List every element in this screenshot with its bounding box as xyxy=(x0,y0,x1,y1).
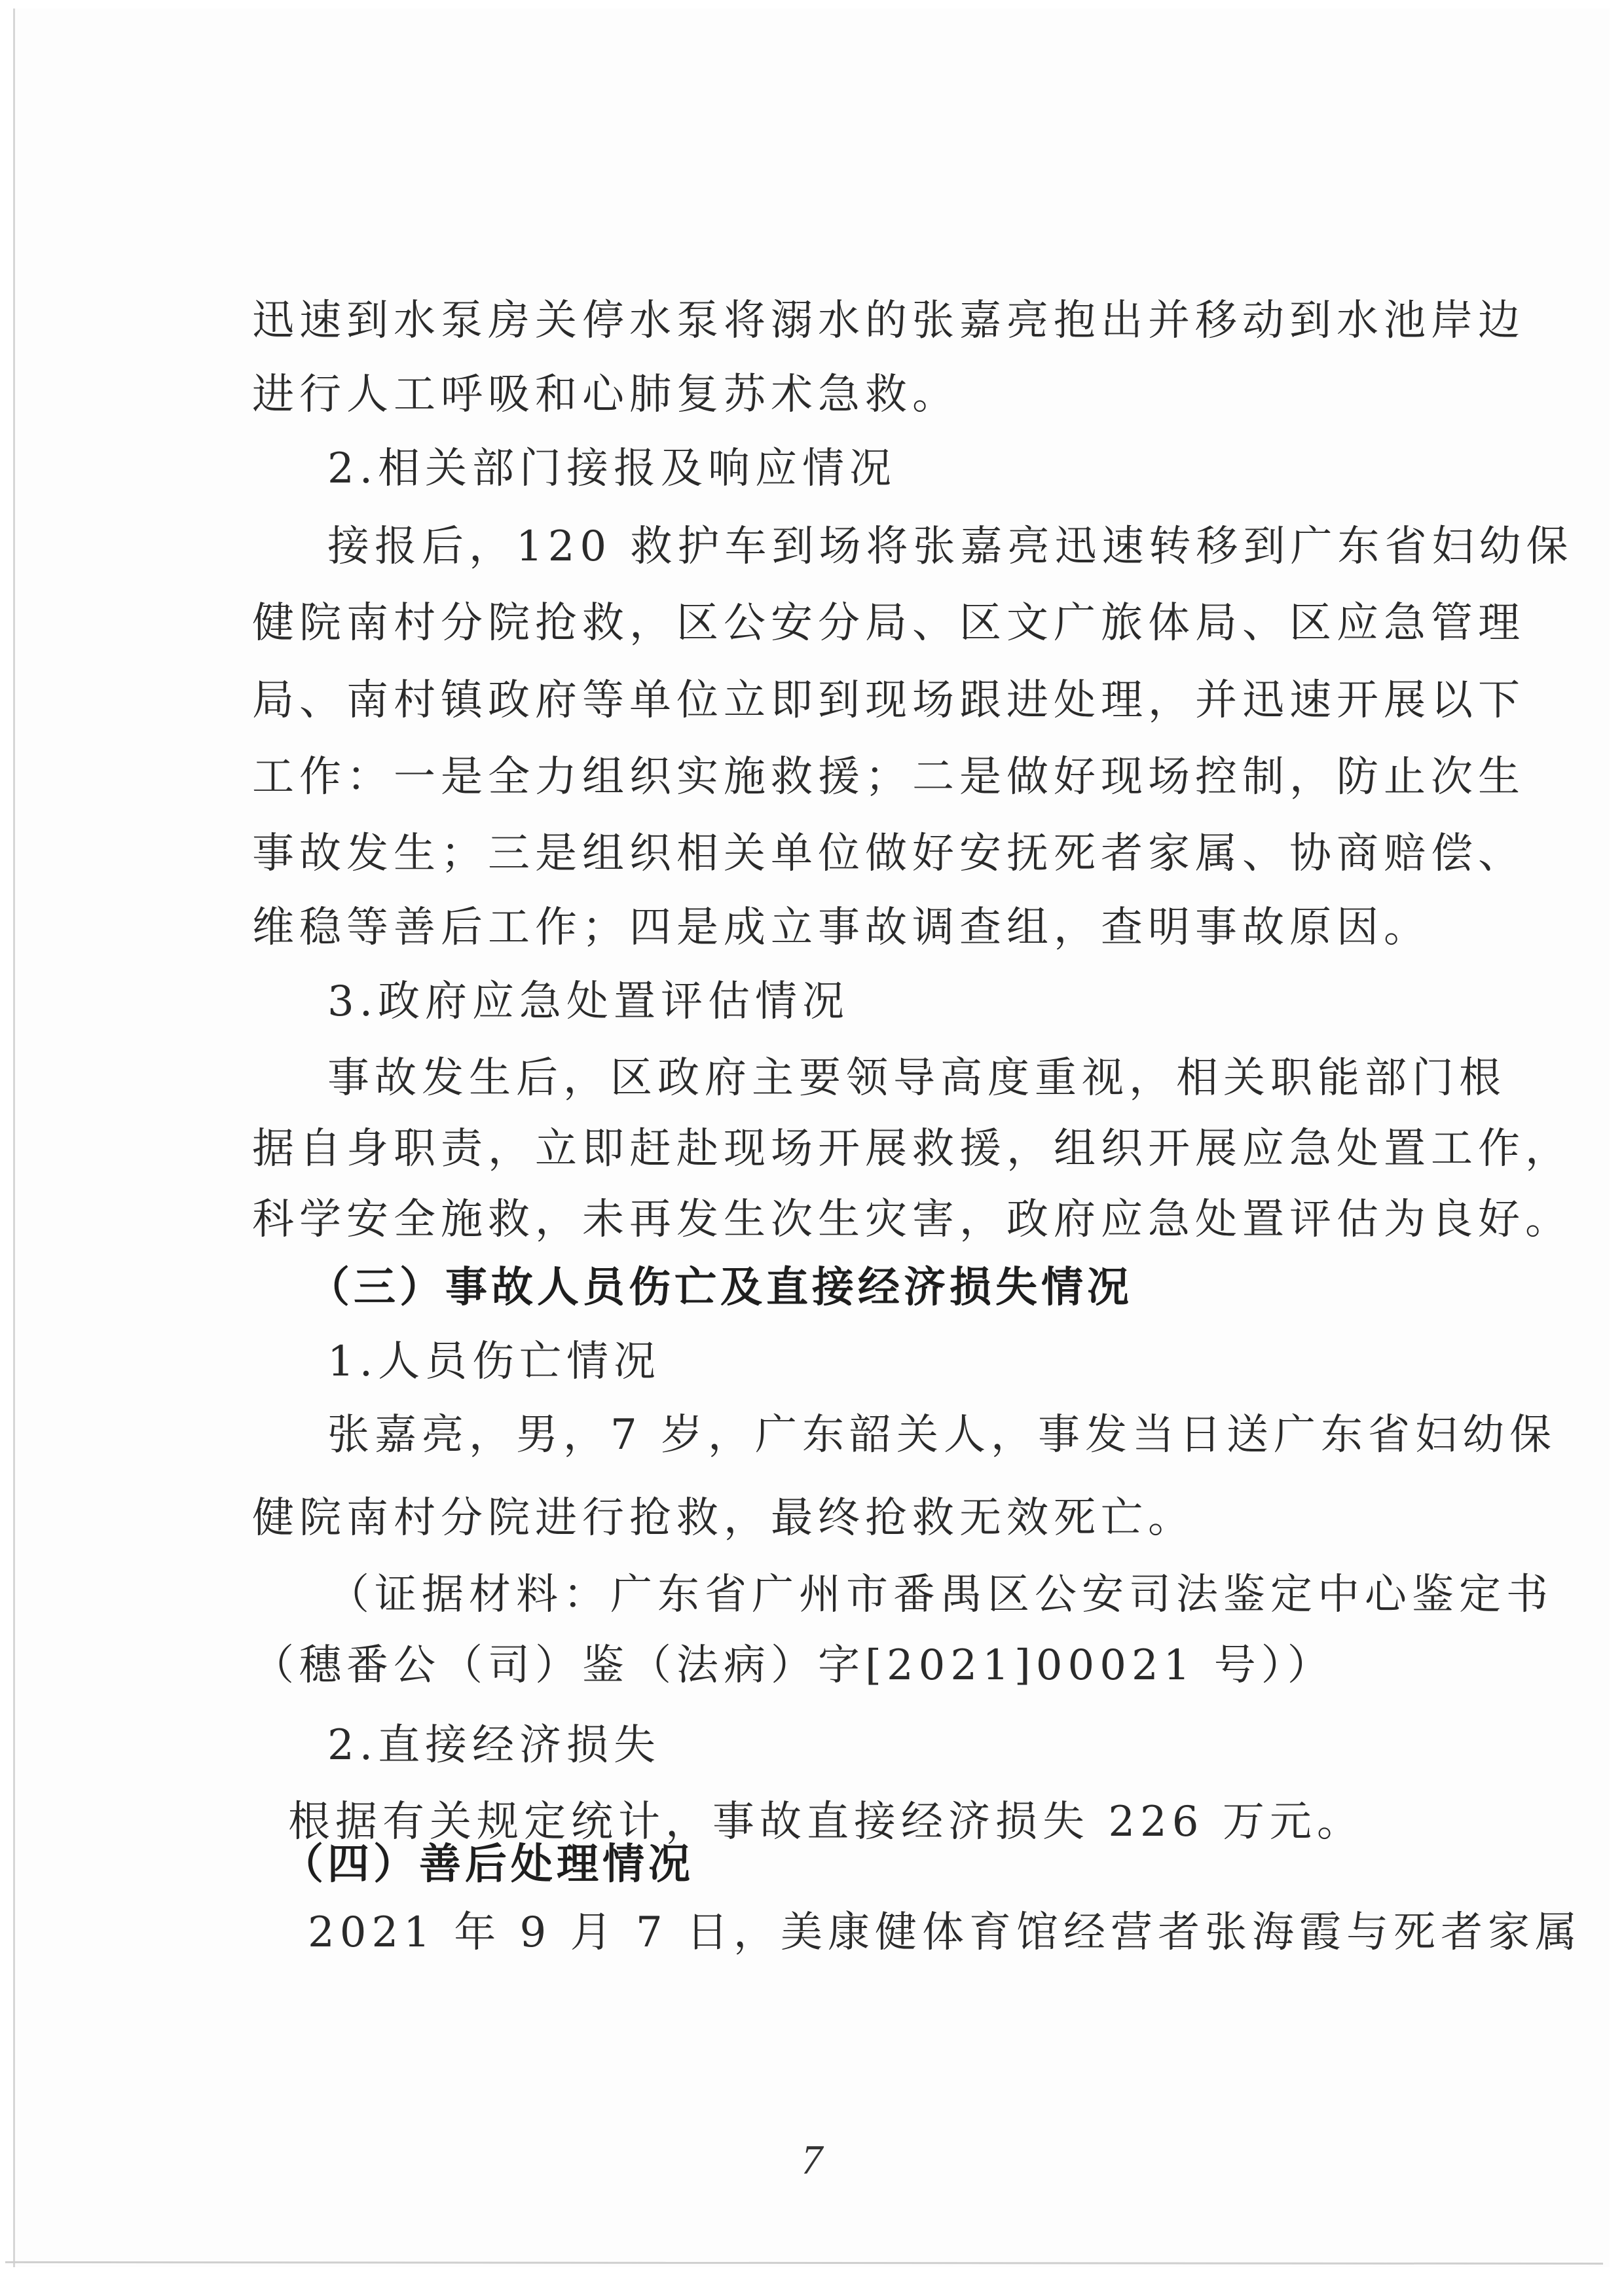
paragraph-line: 张嘉亮，男，7 岁，广东韶关人，事发当日送广东省妇幼保 xyxy=(327,1411,1557,1459)
subheading-casualties: 1.人员伤亡情况 xyxy=(327,1338,661,1386)
paragraph-line: 维稳等善后工作；四是成立事故调查组，查明事故原因。 xyxy=(252,903,1431,952)
paragraph-line: 据自身职责，立即赶赴现场开展救援，组织开展应急处置工作， xyxy=(252,1125,1572,1173)
evidence-note: （穗番公（司）鉴（法病）字[2021]00021 号）） xyxy=(252,1641,1335,1690)
subheading-evaluation: 3.政府应急处置评估情况 xyxy=(327,977,850,1026)
paragraph-line: 工作：一是全力组织实施救援；二是做好现场控制，防止次生 xyxy=(252,753,1525,801)
page-number: 7 xyxy=(802,2136,822,2183)
subheading-response: 2.相关部门接报及响应情况 xyxy=(327,445,897,493)
evidence-note: （证据材料：广东省广州市番禺区公安司法鉴定中心鉴定书 xyxy=(327,1571,1553,1619)
paragraph-line: 科学安全施救，未再发生次生灾害，政府应急处置评估为良好。 xyxy=(252,1195,1572,1244)
paragraph-line: 健院南村分院抢救，区公安分局、区文广旅体局、区应急管理 xyxy=(252,599,1525,647)
section-heading-aftermath: （四）善后处理情况 xyxy=(282,1840,694,1889)
subheading-economic-loss: 2.直接经济损失 xyxy=(327,1721,661,1770)
paragraph-line: 局、南村镇政府等单位立即到现场跟进处理，并迅速开展以下 xyxy=(252,676,1525,725)
paragraph-line: 2021 年 9 月 7 日，美康健体育馆经营者张海霞与死者家属 xyxy=(308,1908,1583,1957)
paragraph-line: 事故发生；三是组织相关单位做好安抚死者家属、协商赔偿、 xyxy=(252,829,1525,878)
section-heading-casualties: （三）事故人员伤亡及直接经济损失情况 xyxy=(308,1263,1133,1312)
paragraph-line: 健院南村分院进行抢救，最终抢救无效死亡。 xyxy=(252,1494,1195,1542)
paragraph-line: 根据有关规定统计，事故直接经济损失 226 万元。 xyxy=(288,1798,1364,1846)
paragraph-line: 进行人工呼吸和心肺复苏术急救。 xyxy=(252,371,959,419)
paragraph-line: 事故发生后，区政府主要领导高度重视，相关职能部门根 xyxy=(327,1054,1506,1102)
paragraph-line: 接报后，120 救护车到场将张嘉亮迅速转移到广东省妇幼保 xyxy=(327,522,1574,571)
paragraph-line: 迅速到水泵房关停水泵将溺水的张嘉亮抱出并移动到水池岸边 xyxy=(252,297,1525,345)
